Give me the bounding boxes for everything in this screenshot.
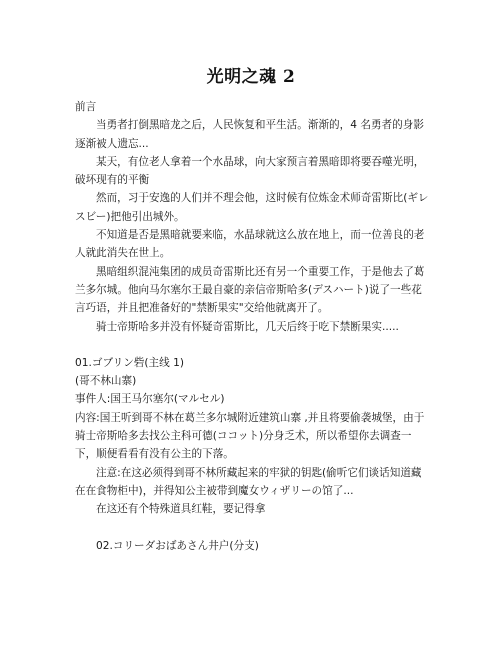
preface-paragraph-5: 黑暗组织混沌集团的成员奇雷斯比还有另一个重要工作，于是他去了葛兰多尔城。他向马尔塞尔王最自豪的亲信帝斯哈多(デスハート)说了一些花言巧语，并且把准备好的"禁断果实"交给他就离开了。 (75, 265, 425, 315)
preface-paragraph-4: 不知道是否是黑暗就要来临，水晶球就这么放在地上，而一位善良的老人就此消失在世上。 (75, 229, 425, 260)
document-title: 光明之魂 2 (206, 67, 296, 87)
document-body (75, 98, 431, 555)
preface-paragraph-2: 某天，有位老人拿着一个水晶球，向大家预言着黑暗即将要吞噬光明，破坏现有的平衡 (75, 155, 425, 187)
section-1-subheading: (哥不林山寨) (75, 375, 137, 388)
section-1-note: 注意:在这必须得到哥不林所藏起来的牢狱的钥匙(偷听它们谈话知道藏在在食物柜中)，并得知公主被带到魔女ウィザリーの馆了... (75, 466, 422, 497)
section-1-client: 事件人:国王马尔塞尔(マルセル) (75, 393, 225, 406)
section-spacer (75, 519, 431, 537)
section-1-body: 内容:国王听到哥不林在葛兰多尔城附近建筑山寨 ,并且将要偷袭城堡，由于骑士帝斯哈多去找公主科可德(ココット)分身乏术，所以希望你去调查一下，顺便看看有没有公主的下落。 (75, 411, 425, 461)
section-1-tip: 在这还有个特殊道具红鞋，要记得拿 (96, 503, 266, 516)
section-2-heading: 02.コリーダおばあさん井户(分支) (96, 539, 259, 552)
preface-heading: 前言 (75, 101, 97, 113)
preface-paragraph-1: 当勇者打倒黑暗龙之后，人民恢复和平生活。渐渐的，4 名勇者的身影逐渐被人遗忘... (75, 119, 424, 150)
preface-paragraph-6: 骑士帝斯哈多并没有怀疑奇雷斯比，几天后终于吃下禁断果实..... (96, 320, 399, 333)
preface-paragraph-3: 然而，习于安逸的人们并不理会他，这时候有位炼金术师奇雷斯比(ギレスビー)把他引出城外。 (75, 192, 429, 223)
section-1-heading: 01.ゴブリン砦(主线 1) (75, 356, 184, 369)
section-spacer (75, 336, 431, 354)
